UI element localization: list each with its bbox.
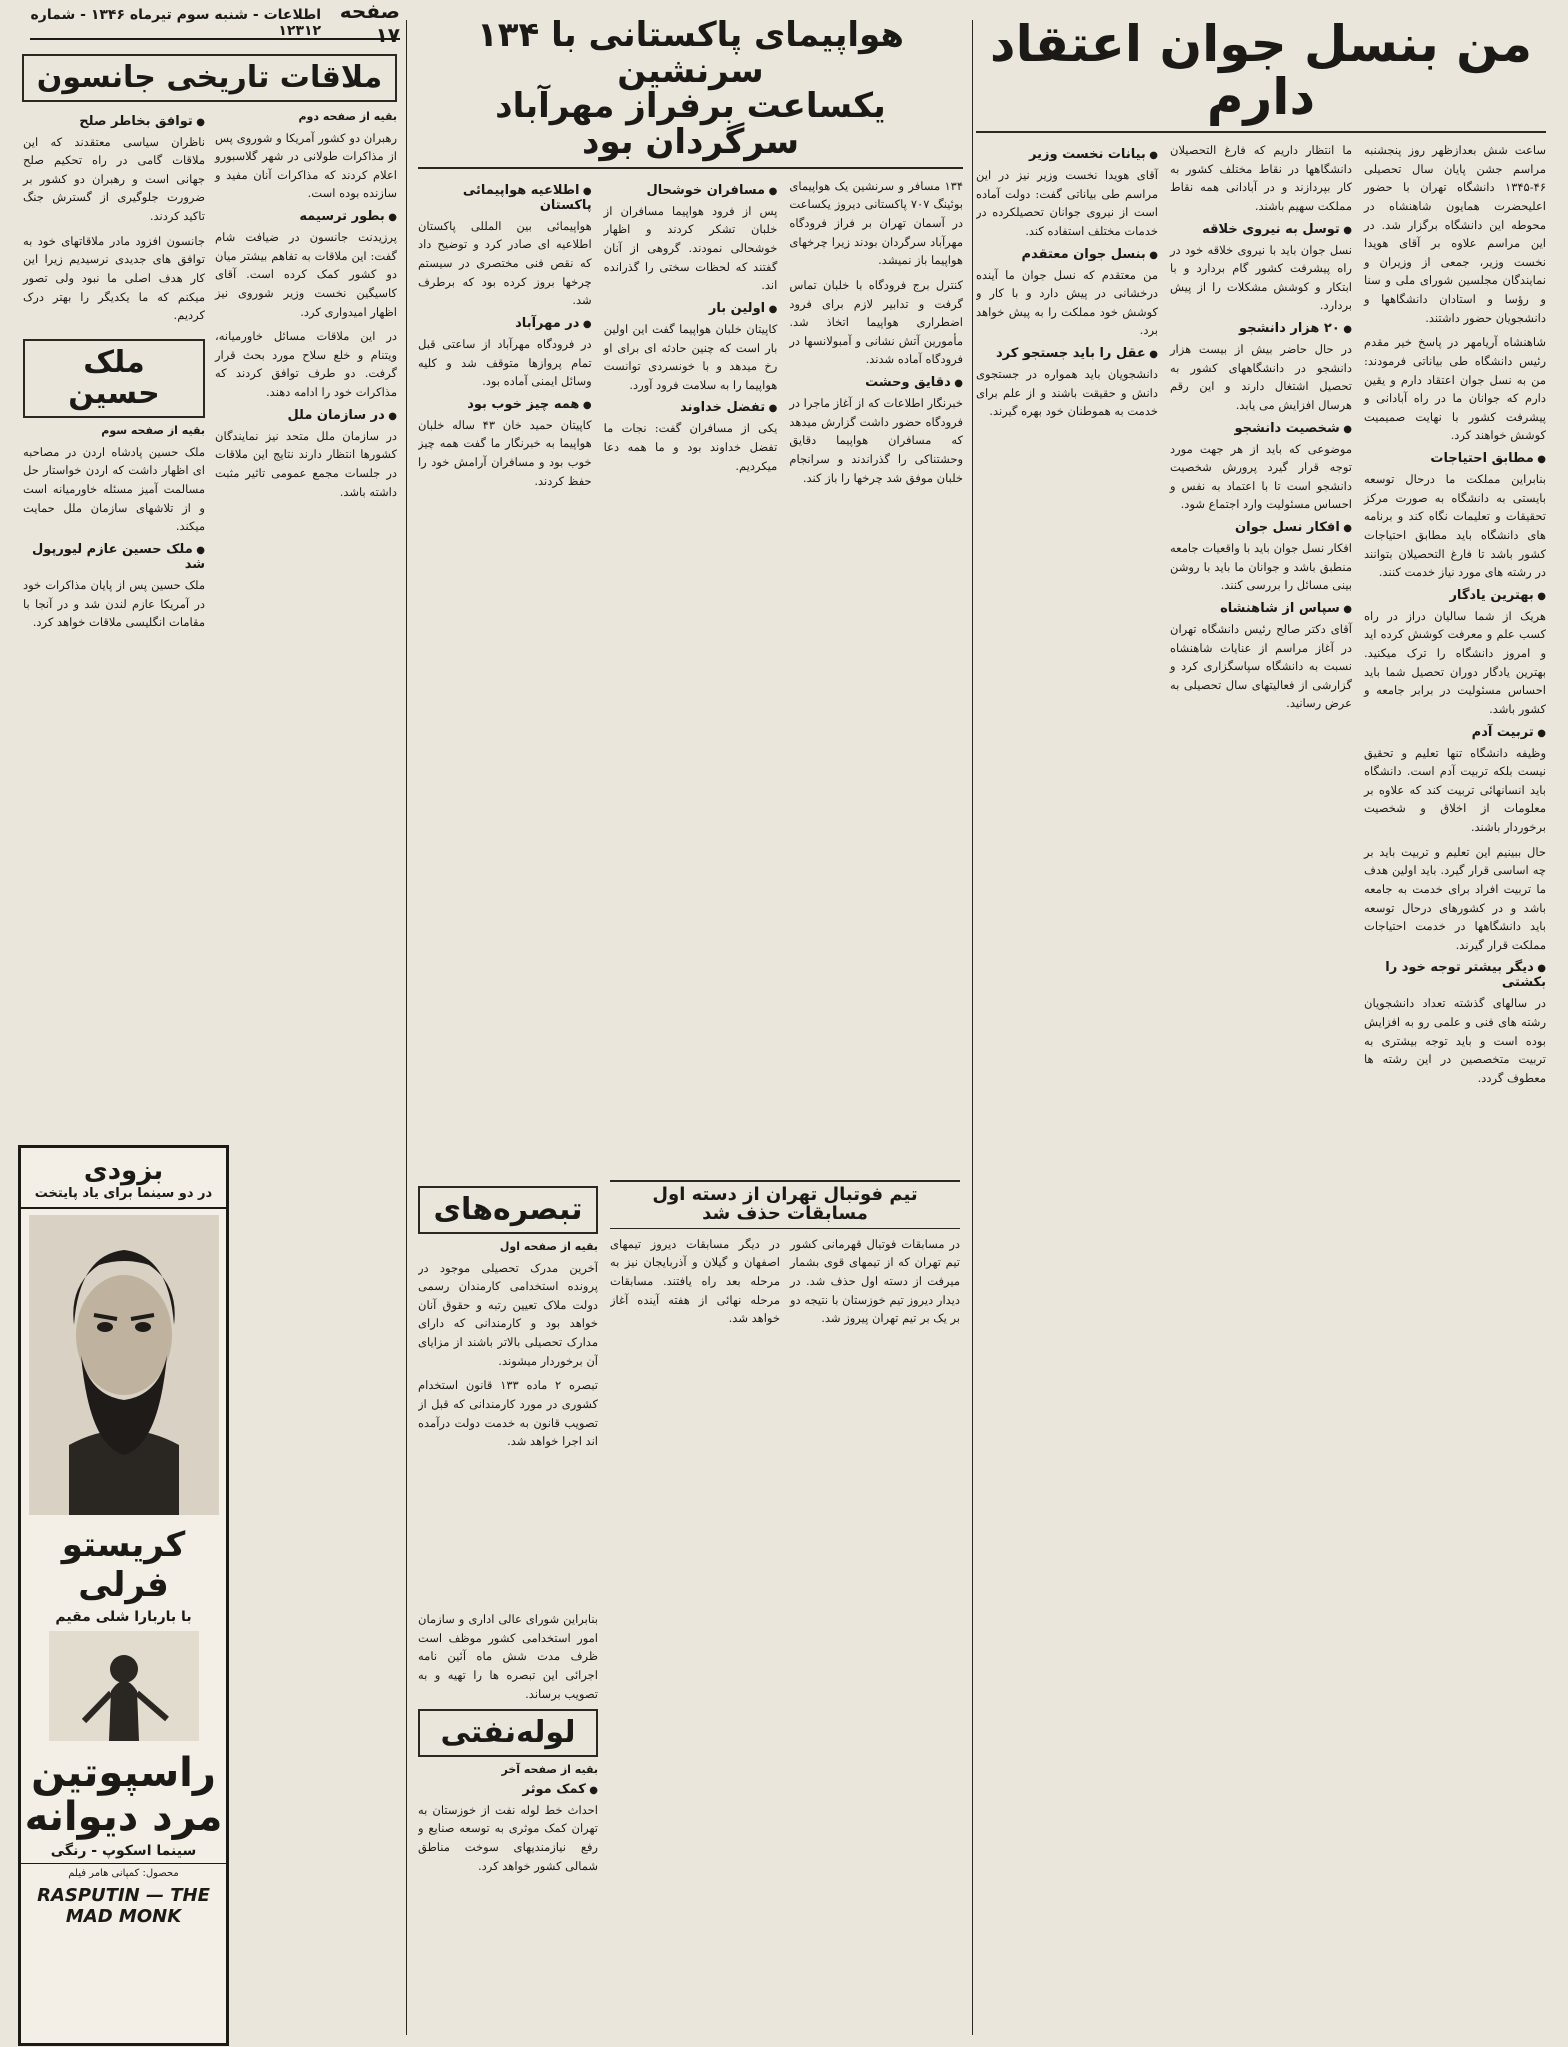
ad-scene-image xyxy=(21,1631,226,1745)
story-youth-p1: ساعت شش بعدازظهر روز پنجشنبه مراسم جشن پایان سال تحصیلی ۴۶-۱۳۴۵ دانشگاه تهران با حضور اعلیحضرت همایون شاهنشاه در محوطه این دانشگاه برگزار شد. در این مراسم علاوه بر آقای هویدا نخست وزیر، جمعی از وزیران و نمایندگان مجلسین شورای ملی و سنا و رؤسا و استادان دانشگاهها و دانشجویان حضور داشتند. xyxy=(1364,143,1546,325)
story-plane-p3: خبرنگار اطلاعات که از آغاز ماجرا در فرودگاه حضور داشت گزارش میدهد که مسافران هواپیما دقایق وحشتناکی را گذراندند و سرانجام خلبان موفق شد چرخها را باز کند. xyxy=(789,396,963,485)
ad-film-logo: RASPUTIN — THE MAD MONK xyxy=(37,1885,210,1927)
story-johnson-sub-optimism: ● بطور ترسیمه xyxy=(215,209,397,224)
story-lulehkesh-headline: لوله‌نفتی xyxy=(440,1715,576,1751)
story-johnson-sub-agree: ● توافق بخاطر صلح xyxy=(23,114,205,129)
story-youth-sub-thought: ● افکار نسل جوان xyxy=(1170,520,1352,535)
story-johnson-headline: ملاقات تاریخی جانسون xyxy=(36,60,383,95)
story-plane xyxy=(418,18,963,1088)
ad-actor: کریستو فرلی xyxy=(61,1525,186,1605)
story-plane-p6: هواپیمائی بین المللی پاکستان اطلاعیه ای صادر کرد و توضیح داد که نقص فنی مختصری در سیستم چرخها بروز کرده بود که برطرف شد. xyxy=(418,218,592,308)
story-hussein-sub-visit: ● ملک حسین عازم لیورپول شد xyxy=(23,542,205,572)
story-johnson-lead: بقیه از صفحه دوم xyxy=(298,109,397,123)
story-plane-sub-mehrabad: ● در مهرآباد xyxy=(418,316,592,331)
story-plane-p9: کاپیتان حمید خان ۴۳ ساله خلبان هواپیما به خبرنگار ما گفت همه چیز خوب بود و مسافران آرامش خود را حفظ کردند. xyxy=(418,417,592,488)
story-lulehkesh-lead: بقیه از صفحه آخر xyxy=(501,1762,598,1776)
story-commentary-lead: بقیه از صفحه اول xyxy=(499,1239,598,1253)
story-plane-p8: در فرودگاه مهرآباد از ساعتی قبل تمام پروازها متوقف شد و کلیه وسائل ایمنی آماده بود. xyxy=(418,336,592,389)
dateline: اطلاعات - شنبه سوم تیرماه ۱۳۴۶ - شماره ۱۲۳۱۲ xyxy=(30,7,322,39)
story-youth-col-2 xyxy=(1170,141,1352,1094)
story-youth-col-3 xyxy=(976,141,1158,1094)
story-johnson-p4: در سازمان ملل متحد نیز نمایندگان کشورها انتظار دارند نتایج این ملاقات در جلسات مجمع عمومی تاثیر مثبت داشته باشد. xyxy=(215,428,397,499)
column-rule-1 xyxy=(972,20,973,2035)
story-youth-sub-training: ● تربیت آدم xyxy=(1364,725,1546,740)
story-youth-p15: من معتقدم که نسل جوان ما آینده درخشانی در پیش دارد و با کار و کوشش خود مملکت را به پیش خواهد برد. xyxy=(976,267,1158,338)
story-commentary-p3: بنابراین شورای عالی اداری و سازمان امور استخدامی کشور موظف است ظرف مدت شش ماه آئین نامه اجرائی این تبصره ها را تهیه و به تصویب برساند. xyxy=(418,1612,598,1701)
story-plane-p5: کاپیتان خلبان هواپیما گفت این اولین بار است که چنین حادثه ای برای او رخ میدهد و با خونسردی توانست هواپیما را به سلامت فرود آورد. xyxy=(603,321,778,392)
story-commentary xyxy=(418,1180,598,1600)
story-hussein-p1: ملک حسین پادشاه اردن در مصاحبه ای اظهار داشت که اردن خواستار حل مسالمت آمیز مسئله خاورمیانه است و از تلاشهای سازمان ملل حمایت میکند. xyxy=(23,444,205,534)
page-masthead xyxy=(30,0,400,47)
story-youth-p4: هریک از شما سالیان دراز در راه کسب علم و معرفت کوشش کرده اید و امروز دانشگاه را ترک میکنید. بهترین یادگار دوران تحصیل شما باید احساس مسئولیت در برابر جامعه و کشور باشد. xyxy=(1364,608,1546,716)
ad-poster-image xyxy=(21,1215,226,1519)
ad-coming-soon: بزودی xyxy=(83,1156,164,1186)
story-commentary-p2: تبصره ۲ ماده ۱۳۳ قانون استخدام کشوری در مورد کارمندانی که قبل از تصویب قانون به خدمت دولت درآمده اند اجرا خواهد شد. xyxy=(418,1378,598,1449)
story-hussein-headline: ملک حسین xyxy=(68,344,160,412)
story-youth-p16: دانشجویان باید همواره در جستجوی دانش و حقیقت باشند و از علم برای خدمت به هموطنان خود بهره گیرند. xyxy=(976,367,1158,419)
story-plane-col-2 xyxy=(604,177,778,497)
story-youth-sub-role: ● دیگر بیشتر توجه خود را بکشتی xyxy=(1364,960,1546,990)
story-youth-sub-thanks: ● سپاس از شاهنشاه xyxy=(1170,601,1352,616)
story-hussein-headline-box xyxy=(23,339,205,418)
story-johnson-p2: پرزیدنت جانسون در ضیافت شام گفت: این ملاقات به تفاهم بیشتر میان دو کشور کمک کرده است. آقای کاسیگین نخست وزیر شوروی نیز اظهار امیدواری کرد. xyxy=(215,230,397,319)
story-plane-p1: ۱۳۴ مسافر و سرنشین یک هواپیمای بوئینگ ۷۰۷ پاکستانی دیروز یکساعت در آسمان تهران بر فراز فرودگاه مهرآباد سرگردان بودند زیرا چرخهای هواپیما باز نمیشد. xyxy=(789,178,963,268)
story-commentary-p1: آخرین مدرک تحصیلی موجود در پرونده استخدامی کارمندان رسمی دولت ملاک تعیین رتبه و حقوق آنان خواهد بود و کارمندانی که دارای مدارک تحصیلی بالاتر باشند از مزایای آن برخوردار میشوند. xyxy=(418,1260,598,1368)
story-plane-p7: یکی از مسافران گفت: نجات ما تفضل خداوند بود و ما همه دعا میکردیم. xyxy=(603,421,778,473)
story-hussein-lead: بقیه از صفحه سوم xyxy=(101,423,205,437)
story-plane-sub-good: ● همه چیز خوب بود xyxy=(418,397,592,412)
story-youth-col-1 xyxy=(1364,141,1546,1094)
story-plane-headline-1: هواپیمای پاکستانی با ۱۳۴ سرنشین xyxy=(477,18,904,91)
story-plane-col-3 xyxy=(418,177,592,497)
story-commentary-headline: تبصره‌های xyxy=(433,1192,583,1227)
story-youth-p5: وظیفه دانشگاه تنها تعلیم و تحقیق نیست بلکه تربیت آدم است. دانشگاه باید انسانهائی تربیت کند که علاوه بر معلومات از اخلاق و شخصیت برخوردار باشند. xyxy=(1364,745,1546,834)
story-youth-sub-soon: ● عقل را باید جستجو کرد xyxy=(976,346,1158,361)
story-youth-sub-student: ● شخصیت دانشجو xyxy=(1170,421,1352,436)
story-lulehkesh-headline-box xyxy=(418,1709,598,1757)
story-johnson-p5: ناظران سیاسی معتقدند که این ملاقات گامی در راه تحکیم صلح جهانی است و رهبران دو کشور بر ضرورت جلوگیری از گسترش جنگ تاکید کردند. xyxy=(23,134,205,223)
ad-cinema: در دو سینما برای یاد پایتخت xyxy=(21,1186,226,1209)
story-lulehkesh-p1: احداث خط لوله نفت از خوزستان به تهران کمک موثری به توسعه صنایع و رفع نیازمندیهای سوخت مناطق شمالی کشور خواهد کرد. xyxy=(418,1802,598,1873)
ad-costar: با باربارا شلی مقیم xyxy=(55,1609,192,1625)
story-youth-p14: آقای هویدا نخست وزیر نیز در این مراسم طی بیاناتی گفت: دولت آماده است از نیروی جوانان تحصیلکرده در خدمات مختلف استفاده کند. xyxy=(976,168,1158,238)
story-youth-sub-believe: ● بنسل جوان معتقدم xyxy=(976,247,1158,262)
story-youth-headline: من بنسل جوان اعتقاد دارم xyxy=(976,18,1546,133)
story-football-p2: در دیگر مسابقات دیروز تیمهای اصفهان و گیلان و آذربایجان نیز به مرحله بعد راه یافتند. مسابقات مرحله نهائی از هفته آینده آغاز خواهد شد. xyxy=(610,1236,780,1326)
story-commentary-headline-box xyxy=(418,1186,598,1234)
story-youth-sub-sacrifice: ● توسل به نیروی خلاقه xyxy=(1170,222,1352,237)
story-youth-p13: آقای دکتر صالح رئیس دانشگاه تهران در آغاز مراسم از عنایات شاهنشاه نسبت به دانشگاه سپاسگزاری کرد و گزارشی از فعالیتهای سال تحصیلی به عرض رسانید. xyxy=(1170,621,1352,711)
story-youth-p7: در سالهای گذشته تعداد دانشجویان رشته های فنی و علمی رو به افزایش بوده است و باید توجه بیشتری به تربیت متخصصین در این رشته ها معطوف گردد. xyxy=(1364,996,1546,1085)
story-youth-sub-pm: ● بیانات نخست وزیر xyxy=(976,147,1158,162)
story-football-headline: تیم فوتبال تهران از دسته اول مسابقات حذف شد xyxy=(610,1180,960,1229)
story-youth-p2: شاهنشاه آریامهر در پاسخ خیر مقدم رئیس دانشگاه طی بیاناتی فرمودند: من به نسل جوان اعتقاد دارم و یقین دارم که جوانان ما در راه آبادانی و پیشرفت کشور با نهایت صمیمیت کوشش خواهند کرد. xyxy=(1364,335,1546,443)
ad-film-title: راسپوتین مرد دیوانه xyxy=(24,1750,223,1840)
story-plane-sub-god: ● تفضل خداوند xyxy=(604,400,778,415)
story-youth xyxy=(976,18,1546,2038)
ad-producer: محصول: کمپانی هامر فیلم xyxy=(21,1863,226,1879)
page-number: صفحه ۱۷ xyxy=(339,0,400,47)
story-youth-sub-memory: ● بهترین یادگار xyxy=(1364,588,1546,603)
story-johnson-p1: رهبران دو کشور آمریکا و شوروی پس از مذاکرات طولانی در شهر گلاسبورو اعلام کردند که مذاکرات آنان مفید و سازنده بوده است. xyxy=(215,130,397,201)
story-youth-p3: بنابراین مملکت ما درحال توسعه بایستی به دانشگاه به صورت مرکز تحقیقات و تعلیمات نگاه کند و برنامه های دانشگاه باید مطابق احتیاجات کشور باشد تا فارغ التحصیلان بتوانند در رشته های مورد نیاز خدمت کنند. xyxy=(1364,472,1546,580)
rasputin-portrait-illustration xyxy=(29,1215,219,1515)
story-johnson-headline-box xyxy=(22,54,397,102)
story-youth-p12: افکار نسل جوان باید با واقعیات جامعه منطبق باشد و جوانان ما باید با روشن بینی مسائل را بررسی کنند. xyxy=(1170,541,1352,593)
story-commentary-cont xyxy=(418,1610,598,2035)
story-youth-p6: حال ببینیم این تعلیم و تربیت باید بر چه اساسی قرار گیرد. باید اولین هدف ما تربیت افراد برای خدمت به جامعه باشد و در کشورهای درحال توسعه باید دانشگاهها در خدمت احتیاجات مملکت قرار گیرند. xyxy=(1364,844,1546,952)
story-lulehkesh-sub-help: ● کمک موثر xyxy=(418,1782,598,1797)
story-plane-sub-statement: ● اطلاعیه هواپیمائی پاکستان xyxy=(418,183,592,213)
story-plane-col-1 xyxy=(789,177,963,497)
story-youth-p10: در حال حاضر بیش از بیست هزار دانشجو در دانشگاههای کشور به تحصیل اشتغال دارند و این رقم هرسال افزایش می یابد. xyxy=(1170,342,1352,412)
story-plane-sub-first: ● اولین بار xyxy=(604,301,778,316)
story-johnson-col-2 xyxy=(23,108,205,638)
story-johnson-p6: جانسون افزود مادر ملاقاتهای خود به توافق های جدیدی نرسیدیم زیرا این کار هدف اصلی ما نبود ولی تصور میکنم که ما یکدیگر را بهتر درک کردیم. xyxy=(23,233,205,323)
story-plane-headline-2: یکساعت برفراز مهرآباد سرگردان بود xyxy=(418,89,963,168)
column-rule-2 xyxy=(406,20,407,2035)
story-hussein-p2: ملک حسین پس از پایان مذاکرات خود در آمریکا عازم لندن شد و در آنجا با مقامات انگلیسی ملاقات خواهد کرد. xyxy=(23,577,205,630)
figure-silhouette-illustration xyxy=(49,1631,199,1741)
story-football-p1: در مسابقات فوتبال قهرمانی کشور تیم تهران که از تیمهای قوی بشمار میرفت از دسته اول حذف شد. در دیدار دیروز تیم خوزستان با نتیجه دو بر یک بر تیم تهران پیروز شد. xyxy=(790,1236,960,1326)
story-youth-p11: موضوعی که باید از هر جهت مورد توجه قرار گیرد پرورش شخصیت دانشجو است تا با اعتماد به نفس و احساس مسئولیت وارد اجتماع شود. xyxy=(1170,441,1352,512)
story-youth-sub-numbers: ● ۲۰ هزار دانشجو xyxy=(1170,321,1352,336)
story-plane-sub-happy: ● مسافران خوشحال xyxy=(604,183,778,198)
story-youth-p8: ما انتظار داریم که فارغ التحصیلان دانشگاهها در نقاط مختلف کشور به کار بپردازند و در آبادانی همه نقاط مملکت سهیم باشند. xyxy=(1170,143,1352,213)
story-johnson-p3: در این ملاقات مسائل خاورمیانه، ویتنام و خلع سلاح مورد بحث قرار گرفت. دو طرف توافق کردند که مذاکرات خود را ادامه دهند. xyxy=(215,329,397,399)
ad-format: سینما اسکوپ - رنگی xyxy=(50,1843,197,1859)
story-plane-p4: پس از فرود هواپیما مسافران از خلبان تشکر کردند و اظهار خوشحالی نمودند. گروهی از آنان گفتند که لحظات سختی را گذرانده اند. xyxy=(603,203,778,293)
story-johnson xyxy=(22,48,397,1138)
story-johnson-col-1 xyxy=(215,108,397,638)
story-plane-sub-minutes: ● دقایق وحشت xyxy=(789,375,963,390)
film-advertisement xyxy=(18,1145,229,2046)
story-youth-sub-needs: ● مطابق احتیاجات xyxy=(1364,451,1546,466)
story-johnson-sub-un: ● در سازمان ملل xyxy=(215,408,397,423)
story-plane-p2: کنترل برج فرودگاه با خلبان تماس گرفت و تدابیر لازم برای فرود اضطراری هواپیما اتخاذ شد. مأمورین آتش نشانی و آمبولانسها در فرودگاه آماده شدند. xyxy=(789,277,963,367)
story-youth-p9: نسل جوان باید با نیروی خلاقه خود در راه پیشرفت کشور گام بردارد و با ابتکار و کوشش مشکلات را از پیش بردارد. xyxy=(1170,242,1352,313)
story-football xyxy=(610,1180,960,1430)
